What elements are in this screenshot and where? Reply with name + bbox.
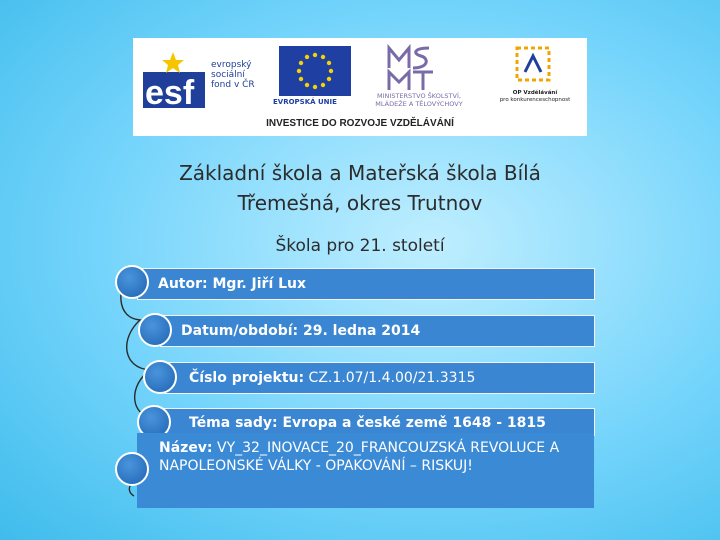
msmt-logo-icon [385,44,437,94]
date-row: Datum/období: 29. ledna 2014 [160,315,595,347]
school-title: Základní škola a Mateřská škola Bílá Třemešná, okres Trutnov [179,161,541,215]
bullet-circle [143,360,177,394]
project-row: Číslo projektu: CZ.1.07/1.4.00/21.3315 [164,362,595,394]
op-label: OP Vzdělávání pro konkurenceschopnost [499,90,571,103]
investment-label: INVESTICE DO ROZVOJE VZDĚLÁVÁNÍ [266,118,454,129]
eu-label: EVROPSKÁ UNIE [273,98,337,106]
esf-logo-icon [143,46,205,108]
subtitle: Škola pro 21. století [275,236,445,256]
author-row: Autor: Mgr. Jiří Lux [137,268,595,300]
title-row: Název: VY_32_INOVACE_20_FRANCOUZSKÁ REVOLUCE A NAPOLEONSKÉ VÁLKY - OPAKOVÁNÍ – RISKUJ! [137,433,594,508]
op-logo-icon [511,42,555,86]
esf-label: evropský sociální fond v ČR [211,60,255,90]
topic-row: Téma sady: Evropa a české země 1648 - 1815 [160,408,595,436]
msmt-label: MINISTERSTVO ŠKOLSTVÍ, MLÁDEŽE A TĚLOVÝCHOVY [375,92,463,108]
eu-flag-icon [279,46,351,96]
svg-text:esf: esf [145,74,195,108]
bullet-circle [138,313,172,347]
eu-stars-icon [279,46,351,96]
logo-banner [133,38,587,136]
bullet-circle [115,265,149,299]
bullet-circle [115,452,149,486]
